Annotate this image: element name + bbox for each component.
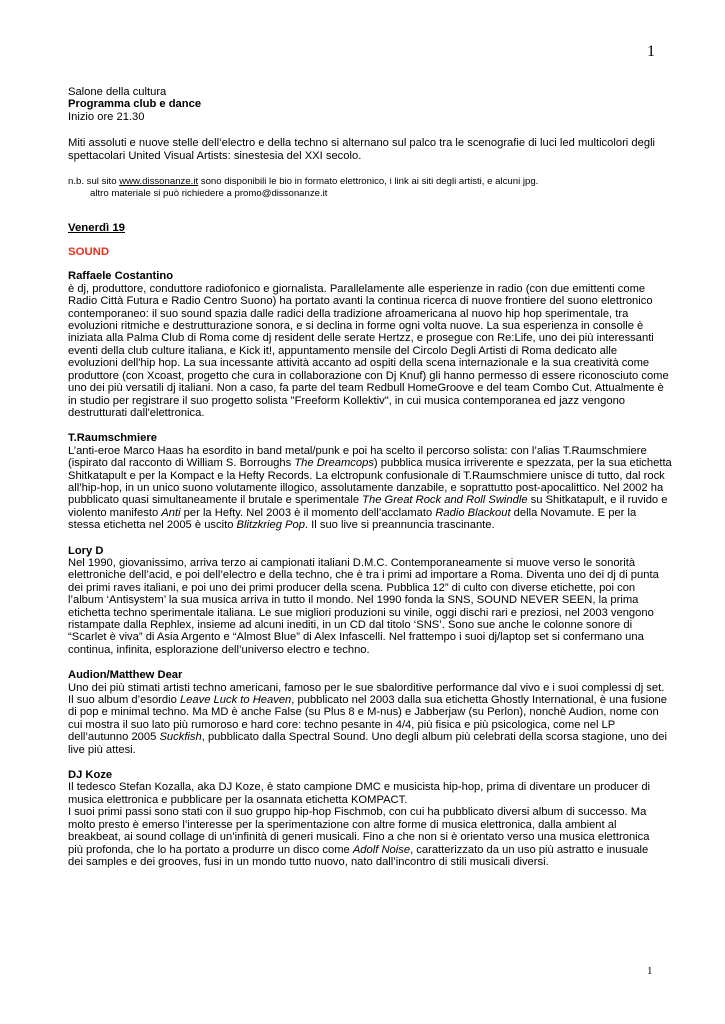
bio-line: Nel 1990, giovanissimo, arriva terzo ai campionati italiani D.M.C. Contemporaneamente si muove verso le sonorità xyxy=(68,556,636,569)
bio-line: Il tedesco Stefan Kozalla, aka DJ Koze, è stato campione DMC e musicista hip-hop, prima di diventare un producer di xyxy=(68,781,651,794)
bio-line: iniziata alla Palma Club di Roma come dj resident delle serate Hertzz, e prosegue con Re:Life, uno dei più interessanti xyxy=(68,332,654,345)
bio-line: più profonda, che lo ha portato a produrre un disco come Adolf Noise, caratterizzato da un uso più astratto e inusuale xyxy=(68,843,649,856)
bio-line: ristampate dalla Rephlex, insieme ad alcuni inediti, in un CD dal titolo ‘SNS’. Sono sue anche le colonne sonore di xyxy=(68,619,633,631)
bio-line: Shitkatapult e per la Kompact e la Hefty Records. La elctropunk confusionale di T.Raumschmiere unisce di tutto, dal rock xyxy=(68,469,665,482)
bio-line: dei samples e dei grooves, fusi in un mondo tutto nuovo, nato dall’incontro di stili musicali diversi. xyxy=(68,855,549,868)
page-number-top: 1 xyxy=(647,43,655,60)
bio-line: cui mostra il suo lato più rumoroso e hard core: techno pesante in 4/4, più fisica e più psicologica, come nel LP xyxy=(68,718,616,731)
intro-line: spettacolari United Visual Artists: sinestesia del XXI secolo. xyxy=(68,149,362,162)
bio-line: Uno dei più stimati artisti techno americani, famoso per le sue sbalorditive performance dal vivo e i suoi complessi dj set. xyxy=(68,681,665,694)
artist-name: Lory D xyxy=(68,544,104,557)
bio-line: violento manifesto Anti per la Hefty. Nel 2003 è il momento dell’acclamato Radio Blackout della Novamute. E per la xyxy=(68,506,637,519)
bio-line: dell’autunno 2005 Suckfish, pubblicato dalla Spectral Sound. Uno degli album più celebrati della scorsa stagione, uno dei xyxy=(68,731,667,744)
artist-bio xyxy=(68,769,660,868)
bio-line: L’anti-eroe Marco Haas ha esordito in band metal/punk e poi ha scelto il percorso solista: con l’alias T.Raumschmiere xyxy=(68,444,647,457)
bio-line: uno dei più versatili dj italiani. Non a caso, fa parte del team Redbull HomeGroove e del team Combo Cut. Attualmente è xyxy=(68,382,664,395)
bio-line: continua, infinita, esplorazione dell’universo electro e techno. xyxy=(68,643,370,656)
note-link[interactable]: www.dissonanze.it xyxy=(119,176,199,188)
day-heading: Venerdì 19 xyxy=(68,221,125,234)
bio-line: evoluzioni dell'hip hop. La sua incessante attività accanto ad ospiti della scena internazionale e la sua creatività come xyxy=(68,357,650,370)
bio-line: destrutturati dall'elettronica. xyxy=(68,406,205,419)
header-start-time: Inizio ore 21.30 xyxy=(68,110,145,123)
artist-bio xyxy=(68,669,667,756)
note-suffix: sono disponibili le bio in formato elettronico, i link ai siti degli artisti, e alcuni jpg. xyxy=(198,176,539,188)
artist-name: DJ Koze xyxy=(68,769,113,782)
intro-line: Miti assoluti e nuove stelle dell’electro e della techno si alternano sul palco tra le scenografie di luci led multicolori degli xyxy=(68,137,656,150)
artist-name: Audion/Matthew Dear xyxy=(68,669,183,682)
bio-line: contemporaneo: il suo sound spazia dalle radici della tradizione afroamericana al nuovo hip hop sperimentale, tra xyxy=(68,307,629,320)
bio-line: pubblicato quasi simultaneamente il brutale e sperimentale The Great Rock and Roll Swindle su Shitkatapult, e il ruvido e xyxy=(68,494,668,507)
bio-line: breakbeat, ai sound collage di un’infinità di generi musicali. Fino a che non si è orientato verso una musica elettronica xyxy=(68,831,650,844)
bio-line: musica elettronica e pubblicare per la osannata etichetta KOMPACT. xyxy=(68,793,408,806)
bio-line: elettroniche dell’acid, e poi dell’electro e della techno, che è tra i primi ad importare a Roma. Diventa uno dei dj di punta xyxy=(68,569,659,582)
artist-name: T.Raumschmiere xyxy=(68,432,157,445)
note-line: altro materiale si può richiedere a promo@dissonanze.it xyxy=(90,187,328,199)
artist-bio xyxy=(68,270,669,419)
note-prefix: n.b. sul sito xyxy=(68,176,120,188)
bio-line: dei primi raves italiani, e poi uno dei primi producer della scena. Pubblica 12” di culto con diverse etichette, poi con xyxy=(68,581,636,594)
page-number-bottom: 1 xyxy=(647,965,653,977)
artist-bio xyxy=(68,545,660,657)
bio-line: (ispirato dal racconto di William S. Borroughs The Dreamcops) pubblica musica irriverente e spezzata, per la sua etichetta xyxy=(68,457,672,470)
note-block xyxy=(68,176,660,200)
header-program-title: Programma club e dance xyxy=(68,98,202,111)
bio-line: “Scarlet è viva” di Asia Argento e “Almost Blue” di Alex Infascelli. Nel frattempo i suoi dj/laptop set si confermano una xyxy=(68,631,644,644)
bio-line: Radio Città Futura e Radio Centro Suono) ha portato avanti la continua ricerca di nuove frontiere del suono elettronico xyxy=(68,295,653,308)
bio-line: all’hip-hop, in un unico suono volutamente illogico, assolutamente danzabile, e soprattutto post-apocalittico. Nel 2002 ha xyxy=(68,481,664,494)
bio-line: stessa etichetta nel 2005 è uscito Blitzkrieg Pop. Il suo live si preannuncia trascinante. xyxy=(68,519,495,532)
header-venue: Salone della cultura xyxy=(68,86,167,98)
artist-name: Raffaele Costantino xyxy=(68,270,174,283)
bio-line: è dj, produttore, conduttore radiofonico e giornalista. Parallelamente alle esperienze in radio (con due emittenti come xyxy=(68,282,646,295)
artist-bio xyxy=(68,432,672,532)
document-body xyxy=(68,86,672,868)
bio-line: etichetta techno sperimentale italiana. Le sue migliori produzioni su vinile, oggi dischi rari e preziosi, nel 2003 vengono xyxy=(68,606,654,619)
bio-line: live più attesi. xyxy=(68,743,136,756)
bio-line: l’album ‘Antisystem’ la sua musica arriva in tutto il mondo. Nel 1990 fonda la SNS, SOUND NEVER SEEN, la prima xyxy=(68,594,639,607)
bio-line: eventi della club culture italiana, e Kick it!, appuntamento mensile del Circolo Degli Artisti di Roma dedicato alle xyxy=(68,344,618,357)
bio-line: in studio per registrare il suo progetto solista "Freeform Kollektiv", in cui musica contemporanea ed jazz vengono xyxy=(68,394,626,407)
bio-line: evoluzioni ritmiche e destrutturazione sonora, e si declina in forme ogni volta nuove. La sua esperienza in consolle è xyxy=(68,320,644,333)
bio-line: Il suo album d’esordio Leave Luck to Heaven, pubblicato nel 2003 dalla sua etichetta Ghostly International, è una fusione xyxy=(68,694,667,707)
section-heading: SOUND xyxy=(68,246,110,259)
bio-line: I suoi primi passi sono stati con il suo gruppo hip-hop Fischmob, con cui ha pubblicato diversi album di successo. Ma xyxy=(68,806,647,819)
bio-line: di pop e minimal techno. Ma MD è anche False (su Plus 8 e M-nus) e Jabberjaw (su Perlon), nonchè Audion, nome con xyxy=(68,706,659,719)
artist-list xyxy=(68,270,672,868)
bio-line: produttore (con Xcoast, progetto che cura in collaborazione con Dj Knuf) gli hanno permesso di essere riconosciuto come xyxy=(68,369,669,382)
bio-line: molto presto è emerso l’interesse per la sperimentazione con altre forme di musica elettronica, dalla ambient al xyxy=(68,818,617,831)
